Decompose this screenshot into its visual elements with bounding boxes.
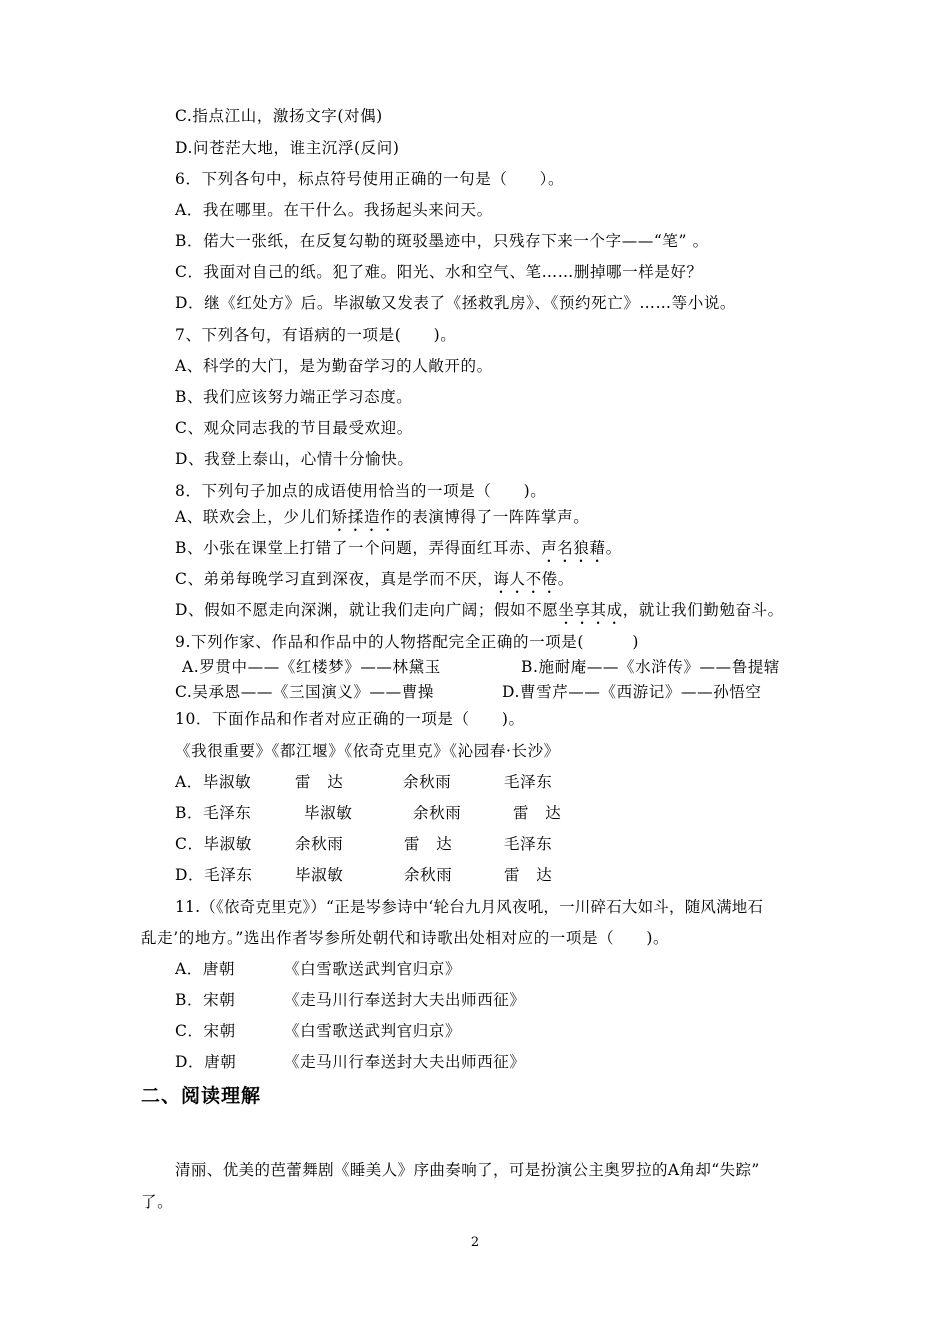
option-9c: C.吴承恩——《三国演义》——曹操	[175, 683, 434, 701]
option-8d-text: D、假如不愿走向深渊，就让我们走向广阔；假如不愿	[175, 601, 559, 619]
option-10a-col4: 毛泽东	[504, 773, 553, 791]
option-8b-rest: 。	[605, 539, 622, 557]
option-10c-col4: 毛泽东	[504, 835, 553, 853]
option-8b	[175, 538, 622, 566]
option-10d-col1: D．毛泽东	[175, 866, 253, 884]
option-9b: B.施耐庵——《水浒传》——鲁提辖	[521, 658, 781, 676]
option-10c-col2: 余秋雨	[295, 835, 344, 853]
option-11b-poem: 《走马川行奉送封大夫出师西征》	[284, 991, 526, 1009]
section-heading: 二、阅读理解	[141, 1085, 262, 1107]
option-8b-idiom: 声名狼藉	[541, 539, 606, 557]
option-10d-col4: 雷 达	[504, 866, 553, 884]
passage-line1: 清丽、优美的芭蕾舞剧《睡美人》序曲奏响了，可是扮演公主奥罗拉的A角却“失踪”	[175, 1161, 760, 1179]
option-8a-idiom: 矫揉造作	[331, 508, 397, 526]
option-6a: A．我在哪里。在干什么。我扬起头来问天。	[175, 201, 493, 219]
option-8c-rest: 。	[557, 570, 574, 588]
option-8c	[175, 569, 574, 597]
option-11c-dynasty: C．宋朝	[175, 1022, 236, 1040]
option-8c-text: C、弟弟每晚学习直到深夜，真是学而不厌，	[175, 570, 494, 588]
option-7d: D、我登上泰山，心情十分愉快。	[175, 450, 414, 468]
option-11c-poem: 《白雪歌送武判官归京》	[284, 1022, 462, 1040]
option-8d-idiom: 坐享其成	[558, 601, 623, 619]
option-5d: D.问苍茫大地，谁主沉浮(反问)	[175, 139, 400, 157]
option-5c: C.指点江山，激扬文字(对偶)	[175, 107, 383, 125]
option-11a-poem: 《白雪歌送武判官归京》	[284, 960, 462, 978]
question-10: 10．下面作品和作者对应正确的一项是（ )。	[175, 710, 525, 728]
option-8d	[175, 600, 784, 628]
option-7c: C、观众同志我的节目最受欢迎。	[175, 419, 413, 437]
option-7a: A、科学的大门，是为勤奋学习的人敞开的。	[175, 357, 493, 375]
question-6: 6．下列各句中，标点符号使用正确的一句是（ ）。	[175, 170, 565, 188]
option-10d-col3: 余秋雨	[404, 866, 453, 884]
option-8a-text: A、联欢会上，少儿们	[175, 508, 332, 526]
passage-line2: 了。	[141, 1193, 174, 1211]
page-number: 2	[470, 1235, 480, 1250]
option-10a-col3: 余秋雨	[403, 773, 452, 791]
option-11d-dynasty: D．唐朝	[175, 1053, 237, 1071]
question-7: 7、下列各句，有语病的一项是( )。	[175, 326, 457, 344]
option-6b: B．偌大一张纸，在反复勾勒的斑驳墨迹中，只残存下来一个字——“笔” 。	[175, 232, 709, 250]
option-10a-col2: 雷 达	[295, 773, 344, 791]
option-8a-rest: 的表演博得了一阵阵掌声。	[396, 508, 590, 526]
option-10c-col3: 雷 达	[404, 835, 453, 853]
option-9d: D.曹雪芹——《西游记》——孙悟空	[502, 683, 762, 701]
question-10-works: 《我很重要》《都江堰》《依奇克里克》《沁园春·长沙》	[175, 742, 560, 760]
option-10b-col4: 雷 达	[513, 804, 562, 822]
option-11d-poem: 《走马川行奉送封大夫出师西征》	[284, 1053, 526, 1071]
option-10a-col1: A．毕淑敏	[175, 773, 252, 791]
question-11-line1: 11.（《依奇克里克》）“正是岑参诗中‘轮台九月风夜吼，一川碎石大如斗，随风满地石	[175, 898, 764, 916]
option-10b-col3: 余秋雨	[413, 804, 462, 822]
option-10b-col2: 毕淑敏	[304, 804, 353, 822]
question-8: 8．下列句子加点的成语使用恰当的一项是（ )。	[175, 482, 547, 500]
option-7b: B、我们应该努力端正学习态度。	[175, 388, 413, 406]
option-11b-dynasty: B．宋朝	[175, 991, 236, 1009]
option-11a-dynasty: A．唐朝	[175, 960, 236, 978]
option-8a	[175, 507, 589, 535]
option-10d-col2: 毕淑敏	[295, 866, 344, 884]
option-6d: D．继《红处方》后。毕淑敏又发表了《拯救乳房》、《预约死亡》……等小说。	[175, 294, 737, 312]
option-8b-text: B、小张在课堂上打错了一个问题，弄得面红耳赤、	[175, 539, 542, 557]
option-8d-rest: ，就让我们勤勉奋斗。	[622, 601, 784, 619]
option-10b-col1: B．毛泽东	[175, 804, 252, 822]
question-11-line2: 乱走’的地方。”选出作者岑参所处朝代和诗歌出处相对应的一项是（ )。	[141, 929, 670, 947]
option-9a: A.罗贯中——《红楼梦》——林黛玉	[182, 658, 441, 676]
option-8c-idiom: 诲人不倦	[493, 570, 558, 588]
question-9: 9.下列作家、作品和作品中的人物搭配完全正确的一项是( )	[175, 633, 639, 651]
option-6c: C．我面对自己的纸。犯了难。阳光、水和空气、笔……删掉哪一样是好？	[175, 263, 703, 281]
option-10c-col1: C．毕淑敏	[175, 835, 252, 853]
